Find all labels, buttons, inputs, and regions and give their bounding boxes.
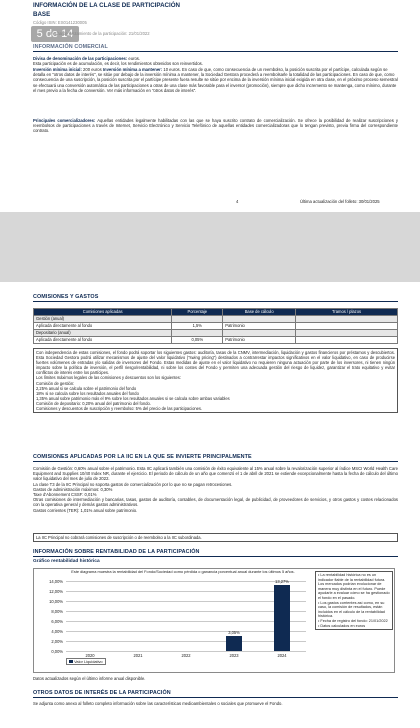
launch-date [33,31,150,36]
side-note: • La rentabilidad histórica no es un indicador fiable de la rentabilidad futura. Los mercados podrían evolucionar de manera muy distinta en el futuro. Puede ayudarle a evaluar cómo se ha gestionado el fondo en el pasado. [318,573,390,600]
chart-frame [33,568,395,673]
class-info-title: INFORMACIÓN DE LA CLASE DE PARTICIPACIÓN [33,2,181,9]
y-tick-label: 12,00% [49,588,63,594]
bar [274,585,289,651]
iic-line: La clase T3 de la IIC Principal no soporta gastos de comercialización por lo que no se pagan retrocesiones. [33,481,233,487]
gridline [66,621,306,622]
chart-footnote: Datos actualizados según el último informe anual disponible. [33,676,146,681]
page-gap [0,212,420,282]
col-header-tramos: Tramos / plazos [296,309,398,316]
x-tick-label: 2023 [229,653,239,658]
rentabilidad-rule [33,556,398,557]
chart-subtitle: Gráfico rentabilidad histórica [33,559,100,564]
costs-row [34,330,398,337]
commercial-info-heading: INFORMACIÓN COMERCIAL [33,44,108,50]
isin-code: Código ISIN: ES0141230005 [33,20,87,25]
limit-line: Comisión de gestión: [36,380,75,386]
folleto-page-5 [0,282,420,728]
otros-heading: OTROS DATOS DE INTERÉS DE LA PARTICIPACIÓN [33,690,171,696]
minimum-investment-paragraph [33,67,398,93]
folleto-page-4 [0,0,420,212]
distributors-text: Aquellas entidades legalmente habilitadas con las que se haya suscrito contrato de comercialización. Se ofrece la posibilidad de realizar suscripciones y reembolsos de participaciones a través de Internet, Servicio Electrónico y Servicio Telefónico de aquellas entidades comercializadoras que lo tengan previsto, previa firma del correspondiente contrato. [33,118,398,134]
side-note: • Los gastos corrientes así como, en su caso, la comisión de resultados, están incluidos en el cálculo de la rentabilidad histórica. [318,600,385,619]
x-tick-label: 2021 [133,653,143,658]
plot-area [49,578,306,658]
cell-comision: Aplicada directamente al fondo [34,337,172,344]
distributors-paragraph [33,118,398,134]
cell-base [223,330,296,337]
iic-line: Comisión de Gestión: 0,60% anual sobre el patrimonio. Esta IIC aplicará también una comisión de éxito equivalente al 15% anual sobre la revalorización superior al índice MSCI World Health Care Equipment and Supplies 10/40 Index NR, durante el ejercicio. El periodo de cálculo de un año que comenzó el 1 de abril de 2021 se extiende excepcionalmente hasta la fecha de cálculo del último valor liquidativo del mes de julio de 2022. [33,466,398,482]
costs-table [33,308,398,344]
divisa-value: euros. [128,56,141,61]
page-number: 4 [236,199,239,204]
iic-line: Otras comisiones de intermediación y bancarias, tasas, gastos de auditoría, contables, de documentación legal, de publicidad, de proveedores de servicios, y otros gastos y costes relacionados con la operativa general y demás gastos administrativos. [33,497,398,508]
x-tick-label: 2020 [85,653,95,658]
cell-tramos [296,330,398,337]
chart-legend [66,658,106,665]
col-header-porcentaje: Porcentaje [172,309,223,316]
min-initial-label: Inversión mínima inicial: [33,67,82,72]
limit-line: Comisión de depositario: 0,20% anual del patrimonio del fondo. [36,400,151,406]
costs-notes-box [33,348,398,413]
distributors-label: Principales comercializadores: [33,118,96,123]
cell-base: Patrimonio [223,323,296,330]
chart-side-notes [315,571,393,630]
gridline [66,591,306,592]
min-hold-label: Inversión mínima a mantener: [102,67,163,72]
y-tick-label: 4,00% [51,628,63,634]
iic-line: Gastos de administración máximos: 0,30% [33,486,113,492]
cell-base [223,316,296,323]
legend-label: Valor Liquidativo [74,659,103,664]
iic-heading: COMISIONES APLICADAS POR LA IIC EN LA QUE SE INVIERTE PRINCIPALMENTE [33,454,252,460]
limit-line: 18% si se calcula sobre los resultados anuales del fondo [36,390,139,396]
bar-value-label: 13,27% [275,579,289,585]
gridline [66,641,306,642]
gridline [66,631,306,632]
chart-caption: Este diagrama muestra la rentabilidad del Fondo/Sociedad como pérdida o ganancia porcentual anual durante los últimos 5 años. [71,569,295,574]
min-hold-text: 10 euros. En caso de que, como consecuencia de un reembolso, la posición suscrita por el partícipe, calculada según se detalla en "otros datos de interés", se sitúe por debajo de la inversión mínima a mantener, la Sociedad Gestora procederá a reembolsarle la totalidad de las participaciones. En caso de que, como consecuencia de una suscripción, la posición suscrita por el partícipe presente fuera resulte se sitúe por encima de la inversión mínima inicial exigida en otra clase, en el próximo proceso semestral se efectuará una conversión automática de las participaciones a otras de una clase más favorable para el inversor (promoción), siempre que dicho incremento se mantenga, como mínimo, durante el mes previo a la fecha de conversión. Ver más información en "otros datos de interés". [33,67,398,93]
iic-rule [33,461,398,462]
col-header-comisiones: Comisiones aplicadas [34,309,172,316]
cell-tramos [296,323,398,330]
bar [226,636,241,651]
rentabilidad-heading: INFORMACIÓN SOBRE RENTABILIDAD DE LA PARTICIPACIÓN [33,549,200,555]
heading-rule [33,51,398,52]
iic-note-box: La IIC Principal no cobrará comisiones de suscripción o de reembolso a la IIC subordinada. [33,533,398,542]
cell-comision: Gestión (anual) [34,316,172,323]
costs-row [34,323,398,330]
otros-text: Se adjunta como anexo al folleto completo información sobre las características medioambientales o sociales que promueve el Fondo. [33,701,283,706]
x-tick-label: 2024 [277,653,287,658]
min-initial-value: 200 euros [83,67,102,72]
cell-porcentaje: 1,5% [172,323,223,330]
gridline [66,601,306,602]
cell-porcentaje [172,330,223,337]
launch-date-text: Fecha de lanzamiento de la participación: 21/01/2022 [50,31,150,36]
divisa-label: Divisa de denominación de las participaciones: [33,56,128,61]
y-tick-label: 10,00% [49,598,63,604]
col-header-base: Base de cálculo [223,309,296,316]
cell-porcentaje: 0,05% [172,337,223,344]
cell-comision: Aplicada directamente al fondo [34,323,172,330]
accumulation-text: Esta participación es de acumulación, es decir, los rendimientos obtenidos son reinvertidos. [33,61,203,66]
costs-table-body [34,316,398,344]
limit-line: Comisiones y descuentos de suscripción y reembolso: 5% del precio de las participaciones. [36,406,203,412]
costs-row [34,316,398,323]
cell-comision: Depositario (anual) [34,330,172,337]
costs-rule [33,301,398,302]
legend-swatch [69,660,73,663]
page-counter-overlay: 5 de 14 [31,26,79,42]
iic-line: Gastos corrientes (TER): 1,01% anual sobre patrimonio. [33,507,138,513]
y-tick-label: 8,00% [51,608,63,614]
costs-table-wrap [33,308,398,344]
side-note: • Datos calculados en euros [318,623,366,628]
side-note: • Fecha de registro del fondo: 21/01/2022 [318,618,388,623]
last-update: Última actualización del folleto: 30/01/2025 [300,199,380,204]
limit-line: 1,35% anual sobre patrimonio más el 9% sobre los resultados anuales si se calcula sobre ambas variables [36,395,230,401]
iic-text [33,466,398,513]
iic-line: Taxe d'Abonnement CSSF: 0,01% [33,492,97,498]
cell-tramos [296,337,398,344]
y-tick-label: 6,00% [51,618,63,624]
gridline [66,651,306,652]
costs-notes: Con independencia de estas comisiones, el fondo podrá soportar los siguientes gastos: auditoría, tasas de la CNMV, intermediación, liquidación y gastos financieros por préstamos y descubiertos. Esta Sociedad Gestora podrá utilizar mecanismos de ajuste del valor liquidativo ("swing pricing") destinados a contrarrestar impactos significativos en el valor liquidativo, en caso de producirse fuertes volúmenes de entradas y/o salidas de inversores del Fondo. Estas medidas de ajuste en el valor liquidativo no requieren ninguna actuación por parte de los inversores, ni tienen ningún impacto sobre la política de inversión, el perfil riesgo/rentabilidad, ni sobre los costes del Fondo y permiten una adecuada gestión del riesgo de liquidez, garantizar el trato equitativo y evitar conflictos de interés entre los partícipes. [36,350,395,376]
limit-line: 2,25% anual si se calcula sobre el patrimonio del fondo [36,385,137,391]
class-name: BASE [33,11,51,18]
bar-value-label: 3,05% [228,630,240,636]
costs-heading: COMISIONES Y GASTOS [33,294,99,300]
cell-porcentaje [172,316,223,323]
gridline [66,611,306,612]
x-tick-label: 2022 [181,653,191,658]
y-tick-label: 2,00% [51,638,63,644]
limit-line: Los límites máximos legales de las comisiones y descuentos son los siguientes: [36,375,181,381]
y-tick-label: 0,00% [51,648,63,654]
y-tick-label: 14,00% [49,578,63,584]
costs-row [34,337,398,344]
cell-base: Patrimonio [223,337,296,344]
otros-rule [33,697,398,698]
cell-tramos [296,316,398,323]
